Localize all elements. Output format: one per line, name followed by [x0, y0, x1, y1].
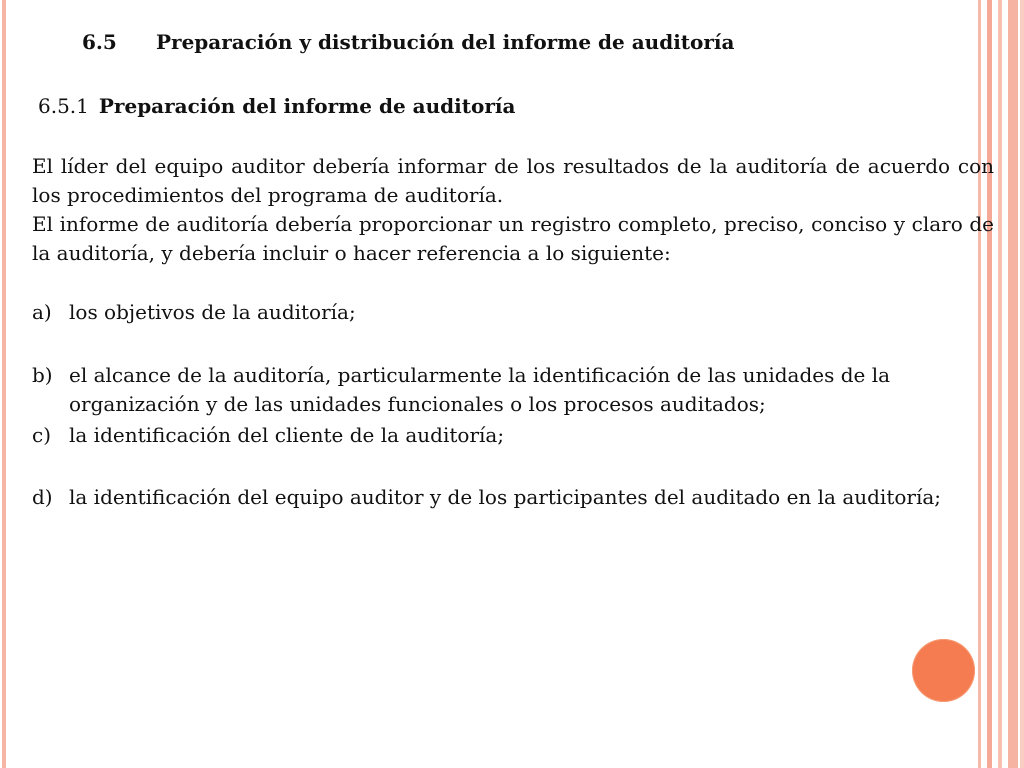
section-heading — [82, 30, 734, 54]
right-stripe — [1020, 0, 1024, 768]
list-text: la identificación del cliente de la auditoría; — [69, 423, 505, 447]
list-item — [32, 483, 994, 512]
subsection-title: Preparación del informe de auditoría — [98, 94, 516, 118]
list-text: los objetivos de la auditoría; — [69, 300, 356, 324]
list-text: la identificación del equipo auditor y de los participantes del auditado en la auditoría; — [69, 485, 942, 509]
decorative-circle-icon — [912, 639, 975, 702]
subsection-heading — [38, 94, 515, 118]
list-item — [32, 421, 994, 450]
right-stripe — [998, 0, 1002, 768]
list-item — [32, 361, 994, 419]
section-title: Preparación y distribución del informe de auditoría — [156, 30, 735, 54]
list-marker: a) — [32, 300, 52, 324]
paragraph: El líder del equipo auditor debería informar de los resultados de la auditoría de acuerdo con los procedimientos del programa de auditoría. — [32, 154, 994, 207]
list-item — [32, 298, 994, 327]
list-marker: b) — [32, 363, 53, 387]
subsection-number: 6.5.1 — [38, 94, 89, 118]
paragraph: El informe de auditoría debería proporcionar un registro completo, preciso, conciso y claro de la auditoría, y debería incluir o hacer referencia a lo siguiente: — [32, 212, 994, 265]
list-marker: c) — [32, 423, 52, 447]
list-text: el alcance de la auditoría, particularmente la identificación de las unidades de la organización y de las unidades funcionales o los procesos auditados; — [69, 363, 891, 416]
list-marker: d) — [32, 485, 53, 509]
section-number: 6.5 — [82, 30, 117, 54]
right-stripe — [1008, 0, 1018, 768]
left-decorative-stripe — [2, 0, 6, 768]
